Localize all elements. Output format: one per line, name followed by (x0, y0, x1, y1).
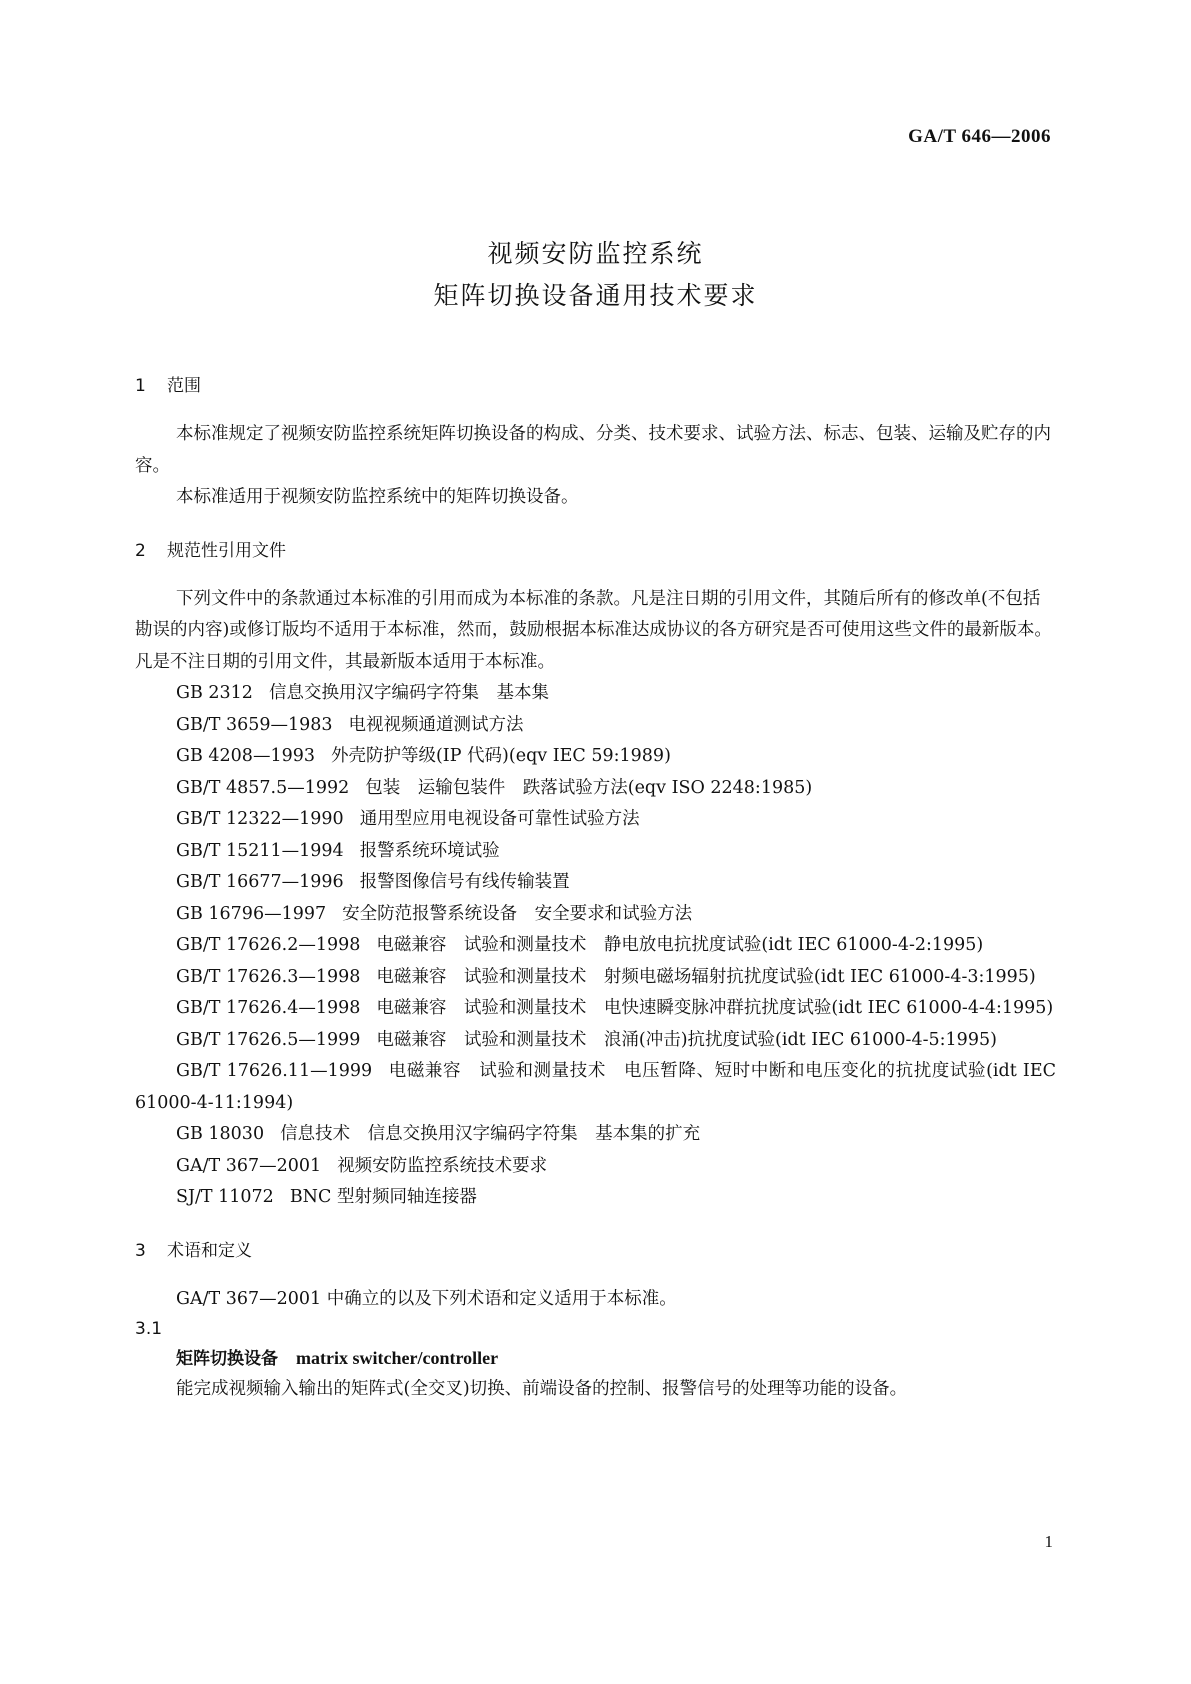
scope-paragraph-1: 本标准规定了视频安防监控系统矩阵切换设备的构成、分类、技术要求、试验方法、标志、包装、运输及贮存的内容。 (135, 424, 1051, 476)
reference-code: GB/T 17626.11—1999 (176, 1061, 373, 1081)
reference-code: GA/T 367—2001 (176, 1155, 322, 1176)
reference-title: 报警系统环境试验 (359, 840, 500, 861)
reference-code: GB 16796—1997 (176, 903, 327, 924)
reference-code: GB 2312 (176, 683, 253, 703)
reference-item (135, 867, 1056, 899)
reference-item (135, 741, 1056, 773)
document-title-line2: 矩阵切换设备通用技术要求 (433, 281, 758, 310)
reference-code: GB/T 4857.5—1992 (176, 777, 350, 798)
reference-title: 电磁兼容 试验和测量技术 电压暂降、短时中断和电压变化的抗扰度试验(idt IEC 61000-4-11:1994) (135, 1061, 1057, 1113)
section-2-heading (135, 540, 1056, 562)
section-number: 1 (135, 376, 146, 396)
reference-code: GB/T 16677—1996 (176, 872, 344, 892)
reference-title: 通用型应用电视设备可靠性试验方法 (359, 809, 640, 829)
reference-title: 电磁兼容 试验和测量技术 静电放电抗扰度试验(idt IEC 61000-4-2:1995) (376, 935, 984, 955)
reference-code: GB/T 17626.2—1998 (176, 935, 361, 955)
reference-item (135, 836, 1056, 868)
reference-item (135, 1025, 1056, 1057)
reference-item (135, 710, 1056, 742)
reference-code: GB/T 17626.3—1998 (176, 966, 361, 987)
document-body (135, 375, 1056, 1406)
reference-item (135, 1151, 1056, 1183)
section-1-heading (135, 375, 1056, 397)
reference-title: 电磁兼容 试验和测量技术 浪涌(冲击)抗扰度试验(idt IEC 61000-4-5:1995) (376, 1029, 997, 1050)
reference-title: 电磁兼容 试验和测量技术 射频电磁场辐射抗扰度试验(idt IEC 61000-4-3:1995) (376, 966, 1036, 987)
section-number: 2 (135, 540, 146, 561)
term-number: 3.1 (135, 1319, 163, 1339)
reference-title: 包装 运输包装件 跌落试验方法(eqv ISO 2248:1985) (365, 777, 813, 798)
term-name-chinese: 矩阵切换设备 (176, 1349, 278, 1369)
reference-title: 视频安防监控系统技术要求 (337, 1155, 548, 1176)
reference-code: GB 4208—1993 (176, 746, 315, 766)
reference-code: GB/T 12322—1990 (176, 809, 344, 829)
reference-title: 信息交换用汉字编码字符集 基本集 (268, 683, 549, 703)
page-number: 1 (1044, 1532, 1053, 1551)
reference-code: GB 18030 (176, 1124, 265, 1144)
term-name (135, 1343, 1056, 1374)
reference-code: GB/T 3659—1983 (176, 714, 333, 735)
reference-title: 报警图像信号有线传输装置 (359, 872, 570, 892)
standard-code: GA/T 646—2006 (908, 126, 1051, 147)
term-definition: 能完成视频输入输出的矩阵式(全交叉)切换、前端设备的控制、报警信号的处理等功能的设备。 (176, 1379, 908, 1399)
reference-item (135, 899, 1056, 931)
scope-paragraph-2: 本标准适用于视频安防监控系统中的矩阵切换设备。 (176, 487, 579, 507)
reference-code: GB/T 15211—1994 (176, 840, 344, 861)
reference-item (135, 1182, 1056, 1214)
reference-title: 外壳防护等级(IP 代码)(eqv IEC 59:1989) (330, 746, 671, 766)
reference-item (135, 1119, 1056, 1151)
reference-item (135, 773, 1056, 805)
section-title: 术语和定义 (167, 1240, 252, 1261)
reference-title: BNC 型射频同轴连接器 (289, 1187, 477, 1207)
document-title-line1: 视频安防监控系统 (487, 239, 704, 268)
reference-item (135, 678, 1056, 710)
section-title: 规范性引用文件 (167, 540, 286, 561)
references-intro: 下列文件中的条款通过本标准的引用而成为本标准的条款。凡是注日期的引用文件，其随后所有的修改单(不包括勘误的内容)或修订版均不适用于本标准，然而，鼓励根据本标准达成协议的各方研究是否可使用这些文件的最新版本。凡是不注日期的引用文件，其最新版本适用于本标准。 (135, 588, 1052, 672)
terms-intro: GA/T 367—2001 中确立的以及下列术语和定义适用于本标准。 (176, 1288, 677, 1309)
reference-title: 电视视频通道测试方法 (348, 714, 524, 735)
reference-title: 信息技术 信息交换用汉字编码字符集 基本集的扩充 (280, 1124, 701, 1144)
reference-code: GB/T 17626.5—1999 (176, 1029, 361, 1050)
reference-title: 电磁兼容 试验和测量技术 电快速瞬变脉冲群抗扰度试验(idt IEC 61000-4-4:1995) (376, 998, 1054, 1018)
term-name-english: matrix switcher/controller (296, 1348, 499, 1368)
reference-item (135, 962, 1056, 994)
reference-title: 安全防范报警系统设备 安全要求和试验方法 (342, 903, 693, 924)
reference-code: SJ/T 11072 (176, 1187, 274, 1207)
reference-item (135, 930, 1056, 962)
section-title: 范围 (167, 376, 201, 396)
reference-code: GB/T 17626.4—1998 (176, 998, 361, 1018)
section-3-heading (135, 1240, 1056, 1262)
reference-item (135, 1056, 1056, 1119)
section-number: 3 (135, 1240, 146, 1261)
reference-item (135, 804, 1056, 836)
reference-item (135, 993, 1056, 1025)
